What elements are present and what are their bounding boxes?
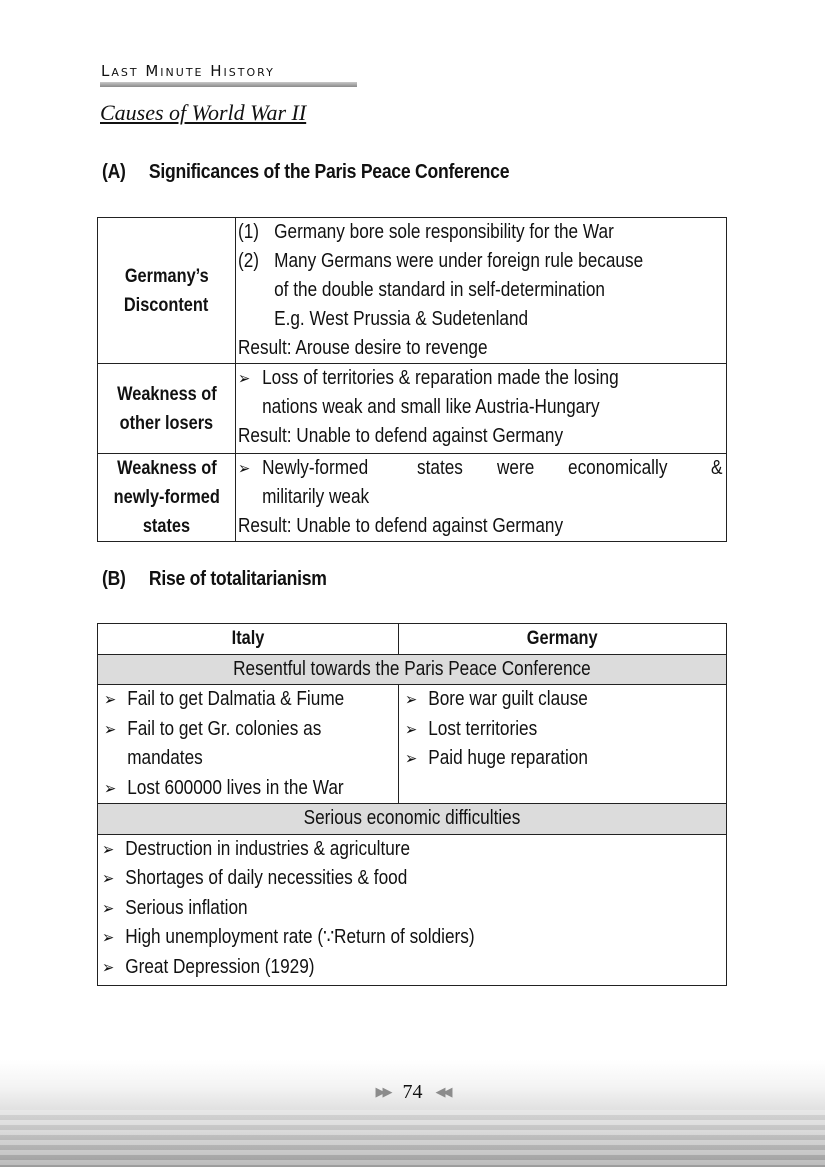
point-text-cont: of the double standard in self-determination [274, 279, 605, 301]
bullet-arrow-icon: ➢ [405, 690, 418, 709]
row-heading-line: Weakness of [116, 383, 217, 405]
point-text: Many Germans were under foreign rule because [274, 250, 644, 272]
section-b-title: Rise of totalitarianism [148, 568, 327, 590]
list-item-text: Fail to get Gr. colonies as [127, 717, 322, 740]
result-text: Result: Unable to defend against Germany [238, 425, 564, 447]
bullet-arrow-icon: ➢ [104, 690, 117, 709]
bullet-text: Loss of territories & reparation made the losing [262, 367, 619, 389]
column-header-italy [98, 624, 399, 655]
point-number: (1) [238, 221, 260, 243]
row-body-weakness-newly-formed [236, 454, 727, 542]
italy-points [98, 685, 399, 804]
row-heading-weakness-newly-formed [98, 454, 236, 542]
list-item [104, 715, 357, 745]
bullet-arrow-icon: ➢ [104, 778, 117, 798]
section-b-heading [102, 568, 327, 591]
bullet-arrow-icon: ➢ [238, 369, 251, 388]
list-item [102, 864, 639, 894]
section-a-label: (A) [102, 161, 126, 183]
row-heading-line: states [142, 516, 191, 537]
bullet-word [238, 454, 368, 483]
list-item [104, 685, 357, 715]
row-heading-germanys-discontent [98, 218, 236, 364]
bullet-arrow-icon: ➢ [104, 719, 117, 739]
list-item-text-cont: mandates [127, 747, 203, 769]
table-row [98, 454, 727, 542]
bullet-text-cont: militarily weak [262, 486, 370, 508]
running-head: Last Minute History [101, 62, 275, 80]
point-text-cont: E.g. West Prussia & Sudetenland [274, 308, 529, 330]
list-item [102, 953, 639, 983]
band-text: Resentful towards the Paris Peace Conference [233, 657, 591, 680]
column-header-text: Italy [231, 628, 265, 649]
band-economic-difficulties [98, 804, 727, 835]
bullet-arrow-icon: ➢ [102, 839, 115, 859]
bullet-arrow-icon: ➢ [405, 719, 418, 739]
table-header-row [98, 624, 727, 655]
point-1 [238, 218, 614, 247]
table-row [98, 685, 727, 804]
bullet-arrow-icon: ➢ [102, 898, 115, 918]
result-text: Result: Arouse desire to revenge [238, 337, 488, 359]
list-item-text: Paid huge reparation [428, 747, 588, 769]
table-row [98, 218, 727, 364]
result-text: Result: Unable to defend against Germany [238, 515, 564, 537]
bullet-word: were [497, 457, 535, 479]
row-body-weakness-other-losers [236, 364, 727, 454]
list-item-text: Serious inflation [125, 896, 248, 919]
page-number [0, 1081, 825, 1104]
running-head-underline-bar [100, 82, 357, 87]
list-item [102, 835, 639, 865]
column-header-germany [399, 624, 727, 655]
row-heading-line: newly-formed [113, 487, 220, 508]
list-item [104, 774, 357, 804]
footer-stripes [0, 1110, 825, 1167]
totalitarianism-table [97, 623, 727, 986]
bullet-word: states [416, 457, 463, 479]
list-item-text: Great Depression (1929) [125, 955, 315, 978]
band-row [98, 804, 727, 835]
economic-points [98, 834, 727, 985]
germany-points [399, 685, 727, 804]
section-b-label: (B) [102, 568, 126, 590]
table-row [98, 834, 727, 985]
section-a-title: Significances of the Paris Peace Conference [148, 161, 510, 183]
paris-peace-conference-table [97, 217, 727, 542]
bullet-arrow-icon: ➢ [102, 869, 115, 888]
band-resentful [98, 654, 727, 685]
list-item-text: Fail to get Dalmatia & Fiume [127, 688, 345, 710]
bullet-arrow-icon: ➢ [102, 928, 115, 947]
row-heading-line: other losers [119, 412, 214, 434]
list-item [405, 744, 681, 774]
list-item [405, 685, 681, 715]
list-item-text: Lost 600000 lives in the War [127, 776, 344, 799]
row-body-germanys-discontent [236, 218, 727, 364]
double-arrow-right-icon: ▶▶ [375, 1084, 390, 1099]
point-2 [238, 247, 643, 276]
bullet-word: economically [567, 457, 668, 479]
table-row [98, 364, 727, 454]
row-heading-line: Weakness of [116, 458, 217, 479]
list-item-text: Bore war guilt clause [428, 688, 588, 710]
list-item [102, 923, 639, 953]
point-number: (2) [238, 250, 260, 272]
bullet-arrow-icon: ➢ [238, 459, 251, 478]
list-item [405, 715, 681, 745]
bullet-line [238, 364, 619, 393]
row-heading-line: Germany’s [124, 265, 209, 287]
chapter-title: Causes of World War II [100, 100, 307, 125]
list-item-text: Lost territories [428, 717, 538, 740]
bullet-word: & [710, 457, 723, 479]
list-item-text: High unemployment rate (∵Return of soldiers) [125, 926, 475, 948]
row-heading-weakness-other-losers [98, 364, 236, 454]
list-item-text: Shortages of daily necessities & food [125, 867, 408, 889]
bullet-text-cont: nations weak and small like Austria-Hungary [262, 396, 600, 418]
page-number-value: 74 [402, 1081, 423, 1103]
band-text: Serious economic difficulties [303, 807, 521, 829]
bullet-word-text: Newly-formed [262, 457, 369, 479]
double-arrow-left-icon: ◀◀ [435, 1084, 450, 1099]
bullet-arrow-icon: ➢ [405, 749, 418, 768]
bullet-arrow-icon: ➢ [102, 957, 115, 977]
row-heading-line: Discontent [124, 294, 209, 316]
bullet-line-justified [238, 454, 724, 483]
list-item-text: Destruction in industries & agriculture [125, 837, 411, 860]
column-header-text: Germany [527, 628, 598, 649]
section-a-heading [102, 161, 509, 184]
point-text: Germany bore sole responsibility for the War [274, 221, 614, 243]
list-item [102, 894, 639, 924]
band-row [98, 654, 727, 685]
